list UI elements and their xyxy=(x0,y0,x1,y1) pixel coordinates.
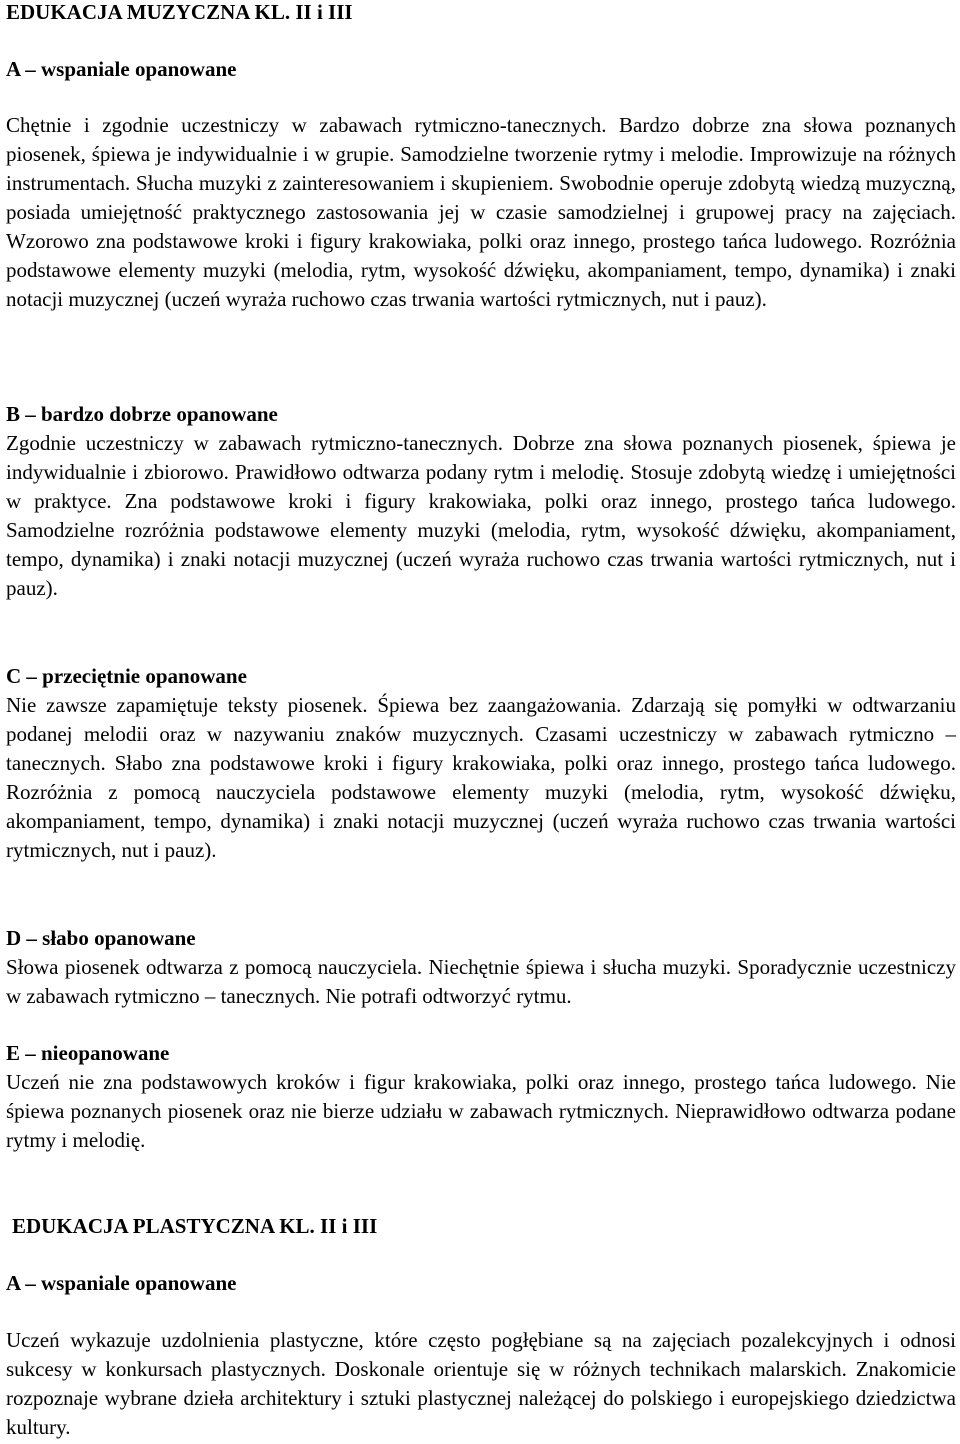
music-grade-c-text: Nie zawsze zapamiętuje teksty piosenek. Śpiewa bez zaangażowania. Zdarzają się pomyłki w odtwarzaniu podanej melodii oraz w nazywaniu znaków muzycznych. Czasami uczestniczy w zabawach rytmiczno – tanecznych. Słabo zna podstawowe kroki i figury krakowiaka, polki oraz innego, prostego tańca ludowego. Rozróżnia z pomocą nauczyciela podstawowe elementy muzyki (melodia, rytm, wysokość dźwięku, akompaniament, tempo, dynamika) i znaki notacji muzycznej (uczeń wyraża ruchowo czas trwania wartości rytmicznych, nut i pauz). xyxy=(6,693,956,862)
art-heading: EDUKACJA PLASTYCZNA KL. II i III xyxy=(12,1214,378,1238)
music-grade-e-text: Uczeń nie zna podstawowych kroków i figur krakowiaka, polki oraz innego, prostego tańca ludowego. Nie śpiewa poznanych piosenek oraz nie bierze udziału w zabawach rytmicznych. Nieprawidłowo odtwarza podane rytmy i melodię. xyxy=(6,1070,956,1152)
music-grade-c-title: C – przeciętnie opanowane xyxy=(6,664,247,688)
music-grade-e-title: E – nieopanowane xyxy=(6,1041,170,1065)
music-heading: EDUKACJA MUZYCZNA KL. II i III xyxy=(6,0,353,24)
music-grade-b-title: B – bardzo dobrze opanowane xyxy=(6,402,278,426)
music-grade-a-title: A – wspaniale opanowane xyxy=(6,57,237,81)
art-grade-a-title: A – wspaniale opanowane xyxy=(6,1271,237,1295)
art-grade-a-text: Uczeń wykazuje uzdolnienia plastyczne, które często pogłębiane są na zajęciach pozalekcyjnych i odnosi sukcesy w konkursach plastycznych. Doskonale orientuje się w różnych technikach malarskich. Znakomicie rozpoznaje wybrane dzieła architektury i sztuki plastycznej należącej do polskiego i europejskiego dziedzictwa kultury. xyxy=(6,1328,956,1439)
music-grade-b-text: Zgodnie uczestniczy w zabawach rytmiczno-tanecznych. Dobrze zna słowa poznanych piosenek, śpiewa je indywidualnie i zbiorowo. Prawidłowo odtwarza podany rytm i melodię. Stosuje zdobytą wiedzę i umiejętności w praktyce. Zna podstawowe kroki i figury krakowiaka, polki oraz innego, prostego tańca ludowego. Samodzielne rozróżnia podstawowe elementy muzyki (melodia, rytm, wysokość dźwięku, akompaniament, tempo, dynamika) i znaki notacji muzycznej (uczeń wyraża ruchowo czas trwania wartości rytmicznych, nut i pauz). xyxy=(6,431,956,600)
music-grade-a-text: Chętnie i zgodnie uczestniczy w zabawach rytmiczno-tanecznych. Bardzo dobrze zna słowa poznanych piosenek, śpiewa je indywidualnie i w grupie. Samodzielne tworzenie rytmy i melodie. Improwizuje na różnych instrumentach. Słucha muzyki z zainteresowaniem i skupieniem. Swobodnie operuje zdobytą wiedzą muzyczną, posiada umiejętność praktycznego zastosowania jej w czasie samodzielnej i grupowej pracy na zajęciach. Wzorowo zna podstawowe kroki i figury krakowiaka, polki oraz innego, prostego tańca ludowego. Rozróżnia podstawowe elementy muzyki (melodia, rytm, wysokość dźwięku, akompaniament, tempo, dynamika) i znaki notacji muzycznej (uczeń wyraża ruchowo czas trwania wartości rytmicznych, nut i pauz). xyxy=(6,113,956,311)
music-grade-d-title: D – słabo opanowane xyxy=(6,926,196,950)
music-grade-d-text: Słowa piosenek odtwarza z pomocą nauczyciela. Niechętnie śpiewa i słucha muzyki. Sporadycznie uczestniczy w zabawach rytmiczno – tanecznych. Nie potrafi odtworzyć rytmu. xyxy=(6,955,956,1008)
